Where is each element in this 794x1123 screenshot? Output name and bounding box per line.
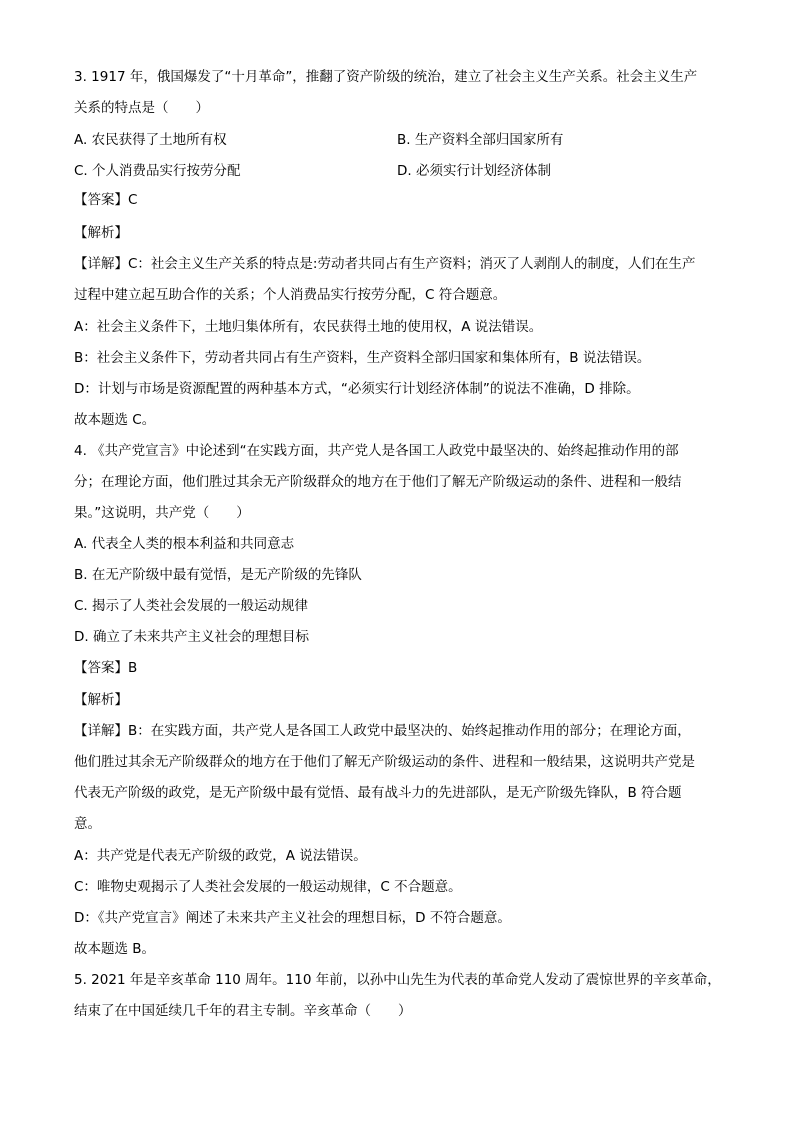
q3-option-c: C. 个人消费品实行按劳分配	[74, 163, 241, 179]
q3-option-a: A. 农民获得了土地所有权	[74, 132, 227, 148]
q4-analysis-a: A：共产党是代表无产阶级的政党，A 说法错误。	[74, 848, 367, 864]
q5-stem-line-2: 结束了在中国延续几千年的君主专制。辛亥革命（ ）	[74, 1003, 412, 1019]
q3-analysis-a: A：社会主义条件下，土地归集体所有，农民获得土地的使用权，A 说法错误。	[74, 319, 543, 335]
q4-conclusion: 故本题选 B。	[74, 941, 156, 957]
q4-detail-line-2: 他们胜过其余无产阶级群众的地方在于他们了解无产阶级运动的条件、进程和一般结果，这说明共产党是	[74, 754, 695, 770]
q3-analysis-d: D：计划与市场是资源配置的两种基本方式，“必须实行计划经济体制”的说法不准确，D 排除。	[74, 381, 640, 397]
q4-answer: 【答案】B	[74, 660, 138, 676]
q3-option-d: D. 必须实行计划经济体制	[397, 163, 551, 179]
q4-detail-line-1: 【详解】B：在实践方面，共产党人是各国工人政党中最坚决的、始终起推动作用的部分；在理论方面，	[74, 723, 691, 739]
q3-detail-line-2: 过程中建立起互助合作的关系；个人消费品实行按劳分配，C 符合题意。	[74, 287, 507, 303]
q3-analysis-b: B：社会主义条件下，劳动者共同占有生产资料，生产资料全部归国家和集体所有，B 说法错误。	[74, 350, 651, 366]
q4-analysis-c: C：唯物史观揭示了人类社会发展的一般运动规律，C 不合题意。	[74, 879, 462, 895]
q3-stem-line-2: 关系的特点是（ ）	[74, 100, 209, 116]
q3-stem-line-1: 3. 1917 年，俄国爆发了“十月革命”，推翻了资产阶级的统治，建立了社会主义生产关系。社会主义生产	[74, 69, 698, 85]
q4-option-a: A. 代表全人类的根本利益和共同意志	[74, 536, 295, 552]
q4-analysis-d: D：《共产党宣言》阐述了未来共产主义社会的理想目标，D 不符合题意。	[74, 910, 511, 926]
q4-option-d: D. 确立了未来共产主义社会的理想目标	[74, 629, 309, 645]
q3-conclusion: 故本题选 C。	[74, 412, 156, 428]
q4-detail-line-4: 意。	[74, 816, 101, 832]
q4-option-c: C. 揭示了人类社会发展的一般运动规律	[74, 598, 309, 614]
q3-option-b: B. 生产资料全部归国家所有	[397, 132, 564, 148]
q4-detail-line-3: 代表无产阶级的政党，是无产阶级中最有觉悟、最有战斗力的先进部队，是无产阶级先锋队，B 符合题	[74, 785, 682, 801]
q5-stem-line-1: 5. 2021 年是辛亥革命 110 周年。110 年前，以孙中山先生为代表的革命党人发动了震惊世界的辛亥革命，	[74, 972, 721, 988]
q4-stem-line-2: 分；在理论方面，他们胜过其余无产阶级群众的地方在于他们了解无产阶级运动的条件、进程和一般结	[74, 474, 682, 490]
q3-answer: 【答案】C	[74, 192, 138, 208]
q4-stem-line-3: 果。”这说明，共产党（ ）	[74, 505, 250, 521]
q4-stem-line-1: 4. 《共产党宣言》中论述到“在实践方面，共产党人是各国工人政党中最坚决的、始终起推动作用的部	[74, 443, 679, 459]
q3-detail-line-1: 【详解】C：社会主义生产关系的特点是:劳动者共同占有生产资料；消灭了人剥削人的制度，人们在生产	[74, 256, 696, 272]
q4-analysis-label: 【解析】	[74, 692, 128, 708]
q3-analysis-label: 【解析】	[74, 225, 128, 241]
q4-option-b: B. 在无产阶级中最有觉悟，是无产阶级的先锋队	[74, 567, 362, 583]
